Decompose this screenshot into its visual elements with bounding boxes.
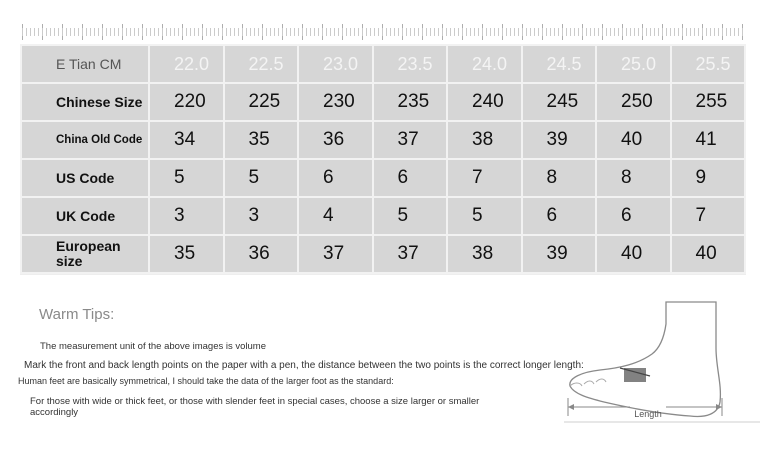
table-cell: 240: [447, 83, 522, 121]
table-cell: 3: [149, 197, 224, 235]
table-cell: 7: [447, 159, 522, 197]
row-label: China Old Code: [21, 121, 149, 159]
column-header: 22.0: [149, 45, 224, 83]
table-cell: 36: [224, 235, 299, 273]
table-cell: 34: [149, 121, 224, 159]
size-chart-table: [20, 44, 746, 274]
table-cell: 38: [447, 121, 522, 159]
table-cell: 230: [298, 83, 373, 121]
table-cell: 7: [671, 197, 746, 235]
column-header: 25.0: [596, 45, 671, 83]
column-header: 22.5: [224, 45, 299, 83]
column-header: 25.5: [671, 45, 746, 83]
table-cell: 6: [522, 197, 597, 235]
table-cell: 37: [298, 235, 373, 273]
table-cell: 4: [298, 197, 373, 235]
table-cell: 36: [298, 121, 373, 159]
table-cell: 5: [373, 197, 448, 235]
tip-line: Human feet are basically symmetrical, I should take the data of the larger foot as the standard:: [18, 376, 394, 386]
table-cell: 37: [373, 235, 448, 273]
table-row: [21, 83, 745, 121]
table-cell: 3: [224, 197, 299, 235]
table-row: [21, 235, 745, 273]
table-cell: 35: [224, 121, 299, 159]
table-cell: 40: [671, 235, 746, 273]
table-cell: 5: [224, 159, 299, 197]
row-label: European size: [21, 235, 149, 273]
table-row: [21, 121, 745, 159]
row-label: US Code: [21, 159, 149, 197]
header-label: E Tian CM: [21, 45, 149, 83]
table-cell: 39: [522, 235, 597, 273]
table-cell: 255: [671, 83, 746, 121]
row-label: Chinese Size: [21, 83, 149, 121]
table-cell: 220: [149, 83, 224, 121]
table-cell: 5: [447, 197, 522, 235]
table-cell: 6: [298, 159, 373, 197]
table-cell: 235: [373, 83, 448, 121]
length-caption: Length: [634, 409, 662, 419]
table-cell: 40: [596, 121, 671, 159]
column-header: 23.5: [373, 45, 448, 83]
ruler-strip: [22, 18, 746, 45]
row-label: UK Code: [21, 197, 149, 235]
table-cell: 40: [596, 235, 671, 273]
tip-line: Mark the front and back length points on the paper with a pen, the distance between the two points is the correct longer length:: [24, 360, 584, 371]
column-header: 24.5: [522, 45, 597, 83]
tip-line: The measurement unit of the above images is volume: [40, 341, 267, 352]
warm-tips-title: Warm Tips:: [39, 306, 115, 323]
tip-line: For those with wide or thick feet, or those with slender feet in special cases, choose a size larger or smaller accordingly: [30, 396, 480, 418]
table-header-row: [21, 45, 745, 83]
table-cell: 8: [522, 159, 597, 197]
table-cell: 5: [149, 159, 224, 197]
table-cell: 250: [596, 83, 671, 121]
table-cell: 37: [373, 121, 448, 159]
table-cell: 8: [596, 159, 671, 197]
column-header: 23.0: [298, 45, 373, 83]
table-cell: 41: [671, 121, 746, 159]
table-cell: 6: [596, 197, 671, 235]
table-cell: 225: [224, 83, 299, 121]
table-cell: 38: [447, 235, 522, 273]
table-cell: 245: [522, 83, 597, 121]
foot-length-icon: [560, 298, 770, 428]
table-cell: 9: [671, 159, 746, 197]
table-cell: 39: [522, 121, 597, 159]
table-cell: 35: [149, 235, 224, 273]
table-cell: 6: [373, 159, 448, 197]
table-row: [21, 197, 745, 235]
table-row: [21, 159, 745, 197]
column-header: 24.0: [447, 45, 522, 83]
